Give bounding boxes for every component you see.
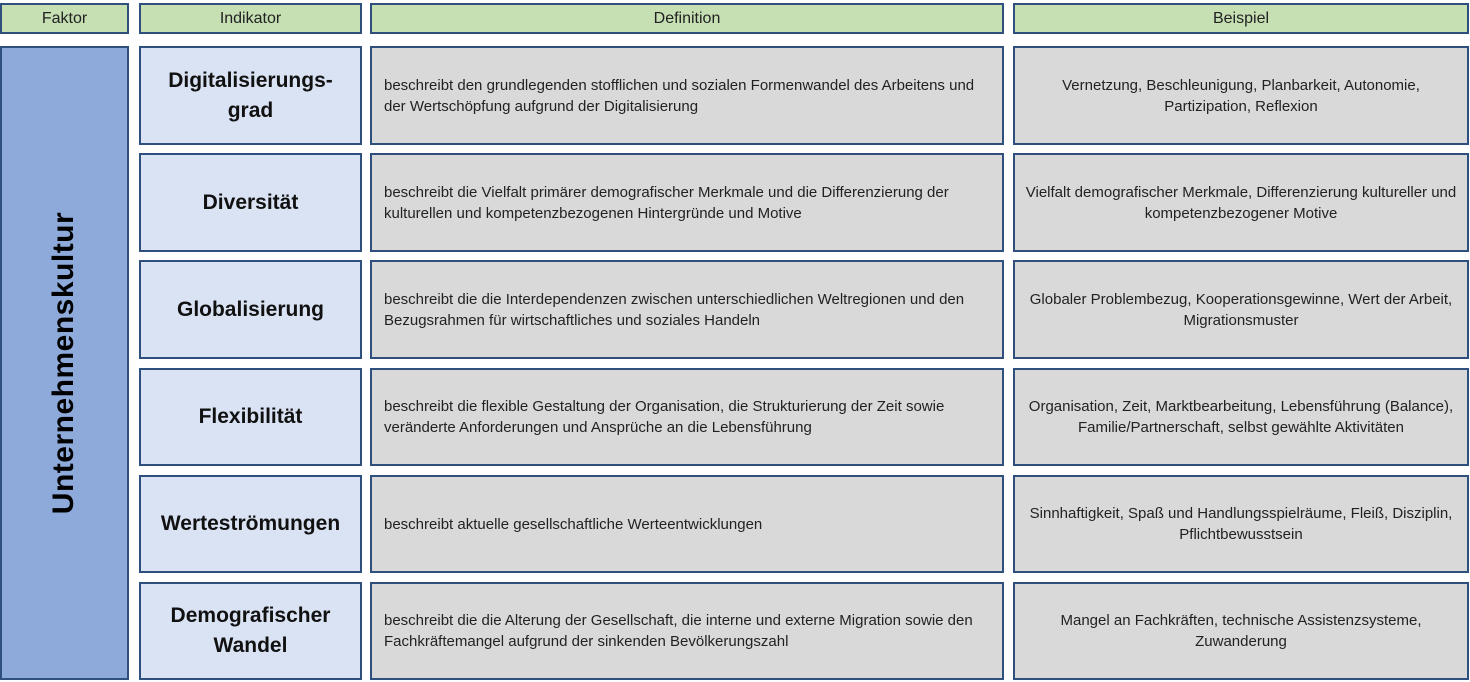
definition-text: beschreibt die flexible Gestaltung der Organisation, die Strukturierung der Zeit sowie veränderte Anforderungen und Ansprüche an die Lebensführung [384,398,945,436]
beispiel-cell [1013,153,1469,252]
definition-text: beschreibt aktuelle gesellschaftliche Werteentwicklungen [384,515,763,533]
definition-cell [370,46,1004,145]
indikator-label: Digitalisierungs- grad [168,68,333,122]
definition-cell [370,153,1004,252]
indikator-label: Diversität [202,190,299,214]
beispiel-text: Sinnhaftigkeit, Spaß und Handlungsspielräume, Fleiß, Disziplin, Pflichtbewusstsein [1029,505,1453,543]
indikator-cell-flexibilitaet [139,368,362,466]
beispiel-cell [1013,582,1469,680]
definition-text: beschreibt die die Alterung der Gesellschaft, die interne und externe Migration sowie den Fachkräftemangel aufgrund der sinkenden Bevölkerungszahl [384,612,973,650]
definition-cell [370,260,1004,359]
beispiel-cell [1013,260,1469,359]
definition-cell [370,368,1004,466]
header-beispiel: Beispiel [1013,3,1469,34]
header-definition: Definition [370,3,1004,34]
indikator-label: Flexibilität [198,405,303,428]
indikator-cell-demografischer-wandel [139,582,362,680]
indikator-cell-wertestroemungen [139,475,362,573]
header-indikator: Indikator [139,3,362,34]
indikator-label: Globalisierung [176,297,325,321]
beispiel-cell [1013,368,1469,466]
beispiel-text: Globaler Problembezug, Kooperationsgewinne, Wert der Arbeit, Migrationsmuster [1029,290,1453,329]
indikator-cell-globalisierung [139,260,362,359]
beispiel-cell [1013,475,1469,573]
indikator-label: Demografischer Wandel [170,604,331,657]
definition-text: beschreibt die die Interdependenzen zwischen unterschiedlichen Weltregionen und den Bezugsrahmen für wirtschaftliches und soziales Handeln [384,290,965,329]
beispiel-cell [1013,46,1469,145]
indikator-label: Werteströmungen [160,512,341,535]
beispiel-text: Vielfalt demografischer Merkmale, Differenzierung kultureller und kompetenzbezogener Motive [1025,183,1457,222]
definition-cell [370,582,1004,680]
faktor-label: Unternehmenskultur [47,211,81,515]
indikator-cell-diversitaet [139,153,362,252]
definition-cell [370,475,1004,573]
indikator-cell-digitalisierungsgrad [139,46,362,145]
faktor-cell [0,46,129,680]
definition-text: beschreibt die Vielfalt primärer demografischer Merkmale und die Differenzierung der kulturellen und kompetenzbezogenen Hintergründe und Motive [384,183,949,222]
beispiel-text: Mangel an Fachkräften, technische Assistenzsysteme, Zuwanderung [1060,612,1422,650]
header-faktor: Faktor [0,3,129,34]
definition-text: beschreibt den grundlegenden stofflichen und sozialen Formenwandel des Arbeitens und der Wertschöpfung aufgrund der Digitalisierung [384,76,975,115]
beispiel-text: Vernetzung, Beschleunigung, Planbarkeit, Autonomie, Partizipation, Reflexion [1062,76,1420,115]
beispiel-text: Organisation, Zeit, Marktbearbeitung, Lebensführung (Balance), Familie/Partnerschaft, selbst gewählte Aktivitäten [1028,398,1454,436]
